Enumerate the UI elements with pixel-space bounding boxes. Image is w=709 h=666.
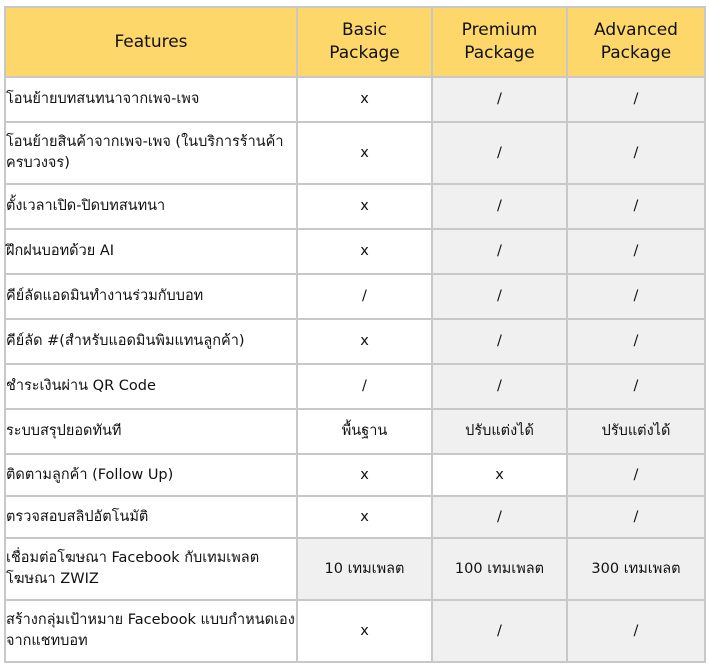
premium-cell: x bbox=[432, 454, 567, 496]
premium-cell: / bbox=[432, 184, 567, 229]
header-basic-line2: Package bbox=[329, 43, 400, 63]
basic-cell: พื้นฐาน bbox=[297, 409, 432, 454]
premium-cell: ปรับแต่งได้ bbox=[432, 409, 567, 454]
feature-cell: คีย์ลัด #(สำหรับแอดมินพิมแทนลูกค้า) bbox=[5, 319, 297, 364]
advanced-cell: 300 เทมเพลต bbox=[567, 538, 705, 600]
feature-cell: ฝึกฝนบอทด้วย AI bbox=[5, 229, 297, 274]
basic-cell: x bbox=[297, 122, 432, 184]
premium-cell: / bbox=[432, 274, 567, 319]
premium-cell: / bbox=[432, 600, 567, 662]
feature-cell: โอนย้ายบทสนทนาจากเพจ-เพจ bbox=[5, 77, 297, 122]
feature-cell: โอนย้ายสินค้าจากเพจ-เพจ (ในบริการร้านค้าครบวงจร) bbox=[5, 122, 297, 184]
premium-cell: / bbox=[432, 496, 567, 538]
premium-cell: / bbox=[432, 122, 567, 184]
header-advanced-package bbox=[567, 7, 705, 77]
premium-cell: / bbox=[432, 229, 567, 274]
basic-cell: x bbox=[297, 600, 432, 662]
table-row bbox=[5, 122, 705, 184]
header-premium-package bbox=[432, 7, 567, 77]
basic-cell: / bbox=[297, 364, 432, 409]
table-row bbox=[5, 77, 705, 122]
table-row bbox=[5, 184, 705, 229]
advanced-cell: / bbox=[567, 274, 705, 319]
advanced-cell: / bbox=[567, 77, 705, 122]
advanced-cell: / bbox=[567, 600, 705, 662]
premium-cell: / bbox=[432, 77, 567, 122]
table-row bbox=[5, 364, 705, 409]
package-comparison-table bbox=[4, 6, 706, 663]
header-features bbox=[5, 7, 297, 77]
advanced-cell: / bbox=[567, 184, 705, 229]
advanced-cell: / bbox=[567, 496, 705, 538]
basic-cell: x bbox=[297, 496, 432, 538]
header-features-label: Features bbox=[114, 31, 188, 52]
basic-cell: x bbox=[297, 454, 432, 496]
table-row bbox=[5, 409, 705, 454]
feature-cell: ชำระเงินผ่าน QR Code bbox=[5, 364, 297, 409]
basic-cell: x bbox=[297, 319, 432, 364]
premium-cell: / bbox=[432, 319, 567, 364]
feature-cell: ตรวจสอบสลิปอัตโนมัติ bbox=[5, 496, 297, 538]
header-row bbox=[5, 7, 705, 77]
header-advanced-line2: Package bbox=[600, 43, 672, 63]
header-basic-package bbox=[297, 7, 432, 77]
feature-cell: ระบบสรุปยอดทันที bbox=[5, 409, 297, 454]
header-premium-line2: Package bbox=[464, 43, 535, 63]
table-row bbox=[5, 496, 705, 538]
advanced-cell: / bbox=[567, 319, 705, 364]
premium-cell: 100 เทมเพลต bbox=[432, 538, 567, 600]
header-premium-line1: Premium bbox=[461, 20, 538, 40]
advanced-cell: ปรับแต่งได้ bbox=[567, 409, 705, 454]
basic-cell: x bbox=[297, 77, 432, 122]
feature-cell: คีย์ลัดแอดมินทำงานร่วมกับบอท bbox=[5, 274, 297, 319]
feature-cell: ตั้งเวลาเปิด-ปิดบทสนทนา bbox=[5, 184, 297, 229]
table-row bbox=[5, 229, 705, 274]
table-row bbox=[5, 538, 705, 600]
table-row bbox=[5, 454, 705, 496]
header-basic-line1: Basic bbox=[341, 20, 387, 40]
feature-cell: เชื่อมต่อโฆษณา Facebook กับเทมเพลตโฆษณา ZWIZ bbox=[5, 538, 297, 600]
advanced-cell: / bbox=[567, 229, 705, 274]
header-advanced-line1: Advanced bbox=[594, 20, 678, 40]
advanced-cell: / bbox=[567, 454, 705, 496]
table-row bbox=[5, 319, 705, 364]
basic-cell: x bbox=[297, 229, 432, 274]
feature-cell: สร้างกลุ่มเป้าหมาย Facebook แบบกำหนดเองจากแชทบอท bbox=[5, 600, 297, 662]
premium-cell: / bbox=[432, 364, 567, 409]
basic-cell: x bbox=[297, 184, 432, 229]
basic-cell: 10 เทมเพลต bbox=[297, 538, 432, 600]
feature-cell: ติดตามลูกค้า (Follow Up) bbox=[5, 454, 297, 496]
basic-cell: / bbox=[297, 274, 432, 319]
advanced-cell: / bbox=[567, 122, 705, 184]
table-row bbox=[5, 274, 705, 319]
advanced-cell: / bbox=[567, 364, 705, 409]
table-row bbox=[5, 600, 705, 662]
